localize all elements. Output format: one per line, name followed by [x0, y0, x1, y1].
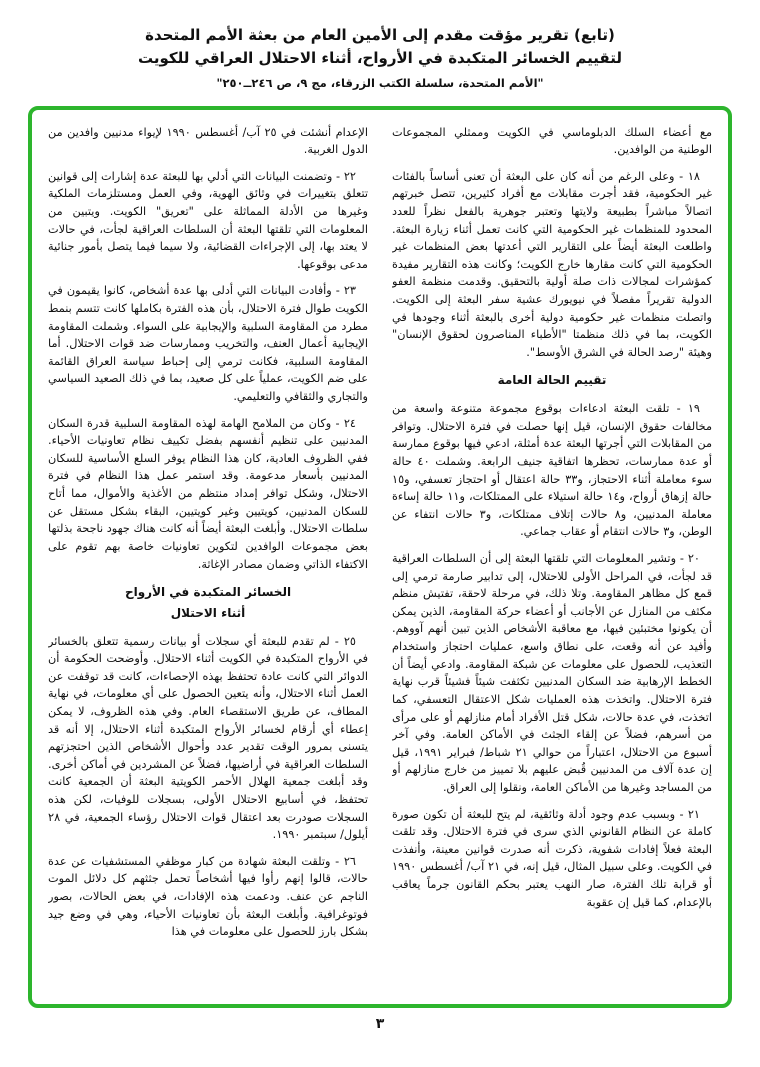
document-header: [0, 0, 760, 90]
paragraph-23: ٢٣ - وأفادت البيانات التي أدلى بها عدة أشخاص، كانوا يقيمون في الكويت طوال فترة الاحتلال، بأن هذه الفترة بكاملها كانت تتسم بنمط مطرد من المقاومة السلبية والإيجابية على السواء. وشملت المقاومة الإيجابية أعمال العنف، والتخريب وممارسات ضد قوات الاحتلال. أما المقاومة السلبية، فكانت ترمي إلى إحباط سياسة العراق القائمة على ضم الكويت، عملياً على كل صعيد، بما في ذلك الصعيد السياسي والتجاري والثقافي والتعليمي.: [48, 284, 368, 404]
paragraph-20: ٢٠ - وتشير المعلومات التي تلقتها البعثة إلى أن السلطات العراقية قد لجأت، في المراحل الأولى للاحتلال، إلى تدابير صارمة ترمي إلى قمع كل مظاهر المقاومة. وتلا ذلك، في مرحلة لاحقة، تفتيش منظم مكثف من المنازل عن الأجانب أو أعضاء حركة المقاومة، الذين يمكن أن يكونوا مختبئين فيها، مع معاقبة الأشخاص الذين تبين أنهم آووهم. وأفيد عن أنه وقعت، على نطاق واسع، عمليات احتجاز واستخدام التعذيب، للحصول على معلومات عن شبكة المقاومة. وادعي أيضاً أن الخطط الإرهابية ضد السكان المدنيين تكثفت شيئاً فشيئاً قرب نهاية فترة الاحتلال. واتخذت هذه العمليات شكل الاعتقال التعسفي، كما اتخذت، في عدة حالات، شكل قتل الأفراد أمام منازلهم أو على مرأى من أسرهم، فضلاً عن إلقاء الجثث في الأماكن العامة. وفي آخر أسبوع من الاحتلال، اعتباراً من حوالي ٢١ شباط/ فبراير ١٩٩١، قيل إن عدة آلاف من المدنيين قُبض عليهم بلا تمييز من خارج منازلهم أو من المساجد وغيرها من الأماكن العامة، ونقلوا إلى العراق.: [392, 552, 712, 794]
report-source-citation: "الأمم المتحدة، سلسلة الكتب الزرقاء، مج ٩، ص ٢٤٦ــ٢٥٠": [216, 75, 544, 90]
paragraph-24: ٢٤ - وكان من الملامح الهامة لهذه المقاومة السلبية قدرة السكان المدنيين على تنظيم أنفسهم بفضل تكييف نظام تعاونيات الأحياء. ففي الظروف العادية، كان هذا النظام يوفر السلع الأساسية للسكان المدنيين بأسعار مدعومة. وقد استمر عمل هذا النظام في فترة الاحتلال، وشكل توافر إمداد منتظم من الأغذية والأموال، مما أتاح للسكان المدنيين، كويتيين وغير كويتيين، البقاء بشكل مستقل عن سلطات الاحتلال. وأبلغت البعثة أيضاً أنه كانت هناك جهود ناجحة بذلتها بعض مجموعات الوافدين لتكوين تعاونيات خاصة بهم تقوم على الاكتفاء الذاتي وضمان مصادر الإغاثة.: [48, 416, 368, 571]
paragraph-continuation-right: مع أعضاء السلك الدبلوماسي في الكويت وممثلي المجموعات الوطنية من الوافدين.: [392, 125, 712, 157]
green-border-content-box: [28, 106, 732, 1008]
page-number: ٣: [375, 1015, 385, 1032]
paragraph-22: ٢٢ - وتضمنت البيانات التي أدلي بها للبعثة عدة إشارات إلى قوانين تتعلق بتغييرات في وثائق الهوية، وفي العمل ومستلزمات الملكية وغيرها من الأدلة المماثلة على "تعريق" الكويت. ويتبين من المعلومات التي تلقتها البعثة أن السلطات العراقية لجأت، في حالات لا يعتد بها، إلى الإجراءات القضائية، ولا سيما فيما يتصل بأمور جنائية مدعى بوقوعها.: [48, 169, 368, 271]
section-heading-general-assessment: تقييم الحالة العامة: [497, 373, 607, 388]
column-left: [48, 124, 368, 990]
paragraph-continuation-left: الإعدام أنشئت في ٢٥ آب/ أغسطس ١٩٩٠ لإيواء مدنيين وافدين من الدول الغربية.: [48, 125, 368, 157]
report-title-line-1: (تابع) تقرير مؤقت مقدم إلى الأمين العام من بعثة الأمم المتحدة: [145, 26, 615, 44]
column-right: [392, 124, 712, 990]
paragraph-25: ٢٥ - لم تقدم للبعثة أي سجلات أو بيانات رسمية تتعلق بالخسائر في الأرواح المتكبدة في الكويت أثناء الاحتلال. وأوضحت الحكومة أن الدوائر التي كانت عادة تحتفظ بهذه الإحصاءات، كانت قد توقفت عن العمل أثناء الاحتلال، وأنه يتعين الحصول على أي معلومات، في نهاية المطاف، عن طريق الاستقصاء العام. وفي هذه الظروف، لا يمكن إعطاء أي أرقام لخسائر الأرواح المتكبدة أثناء الاحتلال، إلا أنه قد يتسنى بمرور الوقت تقدير عدد وأحوال الأشخاص الذين احتجزتهم السلطات العراقية في أراضيها، فضلاً عن المشردين في أماكن أخرى. وقد أبلغت جمعية الهلال الأحمر الكويتية البعثة أن الجمعية كانت تحتفظ، في أسابيع الاحتلال الأولى، بسجلات للوفيات، لكن هذه السجلات صودرت بعد اعتقال قوات الاحتلال رؤساء الجمعية، في ٢٨ أيلول/ سبتمبر ١٩٩٠.: [48, 634, 368, 842]
paragraph-21: ٢١ - وبسبب عدم وجود أدلة وثائقية، لم يتح للبعثة أن تكون صورة كاملة عن النظام القانوني الذي سرى في فترة الاحتلال. وقد تلقت البعثة فعلاً إفادات شفوية، ذكرت أنه صدرت قوانين معينة، وأنفذت في الكويت. وعلى سبيل المثال، قيل إنه، في ٢١ آب/ أغسطس ١٩٩٠ أو قرابة تلك الفترة، صار النهب يعتبر بحكم القانون جرماً يعاقب بالإعدام، كما قيل إن عقوبة: [392, 807, 712, 909]
paragraph-19: ١٩ - تلقت البعثة ادعاءات بوقوع مجموعة متنوعة واسعة من مخالفات حقوق الإنسان، قيل إنها حصلت في فترة الاحتلال. وتوافر من المقابلات التي أجرتها البعثة عدة أمثلة، ادعي فيها بوقوع ممارسة أو عدة ممارسات، تحظرها اتفاقية جنيف الرابعة. وشملت ٤٠ حالة سوء معاملة أثناء الاحتجاز، و٣٣ حالة اعتقال أو احتجاز تعسفي، و١٥ حالة إزهاق أرواح، و١٤ حالة استيلاء على الممتلكات، و١١ حالة إساءة معاملة المدنيين، و٨ حالات إتلاف ممتلكات، و٣ حالات انتفاء عن الوطن، و٣ حالات انتقام أو عقاب جماعي.: [392, 402, 712, 539]
section-heading-losses-line-1: الخسائر المتكبدة في الأرواح: [124, 585, 292, 600]
paragraph-18: ١٨ - وعلى الرغم من أنه كان على البعثة أن تعنى أساساً بالفئات غير الحكومية، فقد أجرت مقابلات مع أفراد كثيرين، تتصل خبرتهم اتصالاً مباشراً بطبيعة ولايتها وتعتبر جوهرية بالفعل نظراً للعدد المحدود للمنظمات غير الحكومية التي كانت تعمل أثناء زيارة البعثة. واطلعت البعثة أيضاً على التقارير التي أعدتها بعض المنظمات غير الحكومية التي كانت مقارها خارج الكويت؛ وكانت هذه التقارير مفيدة كمؤشرات لمجالات ذات صلة أولية بالتحقيق. وقدمت منظمة العفو الدولية تقريراً مفصلاً في نيويورك عشية سفر البعثة إلى الكويت. واتصلت منظمات غير حكومية دولية أخرى بالبعثة أثناء وجودها في الكويت، بما في ذلك منظمتا "الأطباء المناصرون لحقوق الإنسان" وهيئة "رصد الحالة في الشرق الأوسط".: [392, 169, 712, 359]
paragraph-26: ٢٦ - وتلقت البعثة شهادة من كبار موظفي المستشفيات عن عدة حالات، قالوا إنهم رأوا فيها أشخاصاً تحمل جثثهم كل دلائل الموت الناجم عن عنف. ودعمت هذه الإفادات، في بعض الحالات، بصور فوتوغرافية. وأبلغت البعثة بأن تعاونيات الأحياء، وهي في وضع جيد بشكل بارز للحصول على معلومات في هذا: [48, 854, 368, 939]
two-column-layout: [48, 124, 712, 990]
section-heading-losses-line-2: أثناء الاحتلال: [170, 605, 246, 620]
report-title-line-2: لتقييم الخسائر المتكبدة في الأرواح، أثناء الاحتلال العراقي للكويت: [138, 49, 622, 68]
